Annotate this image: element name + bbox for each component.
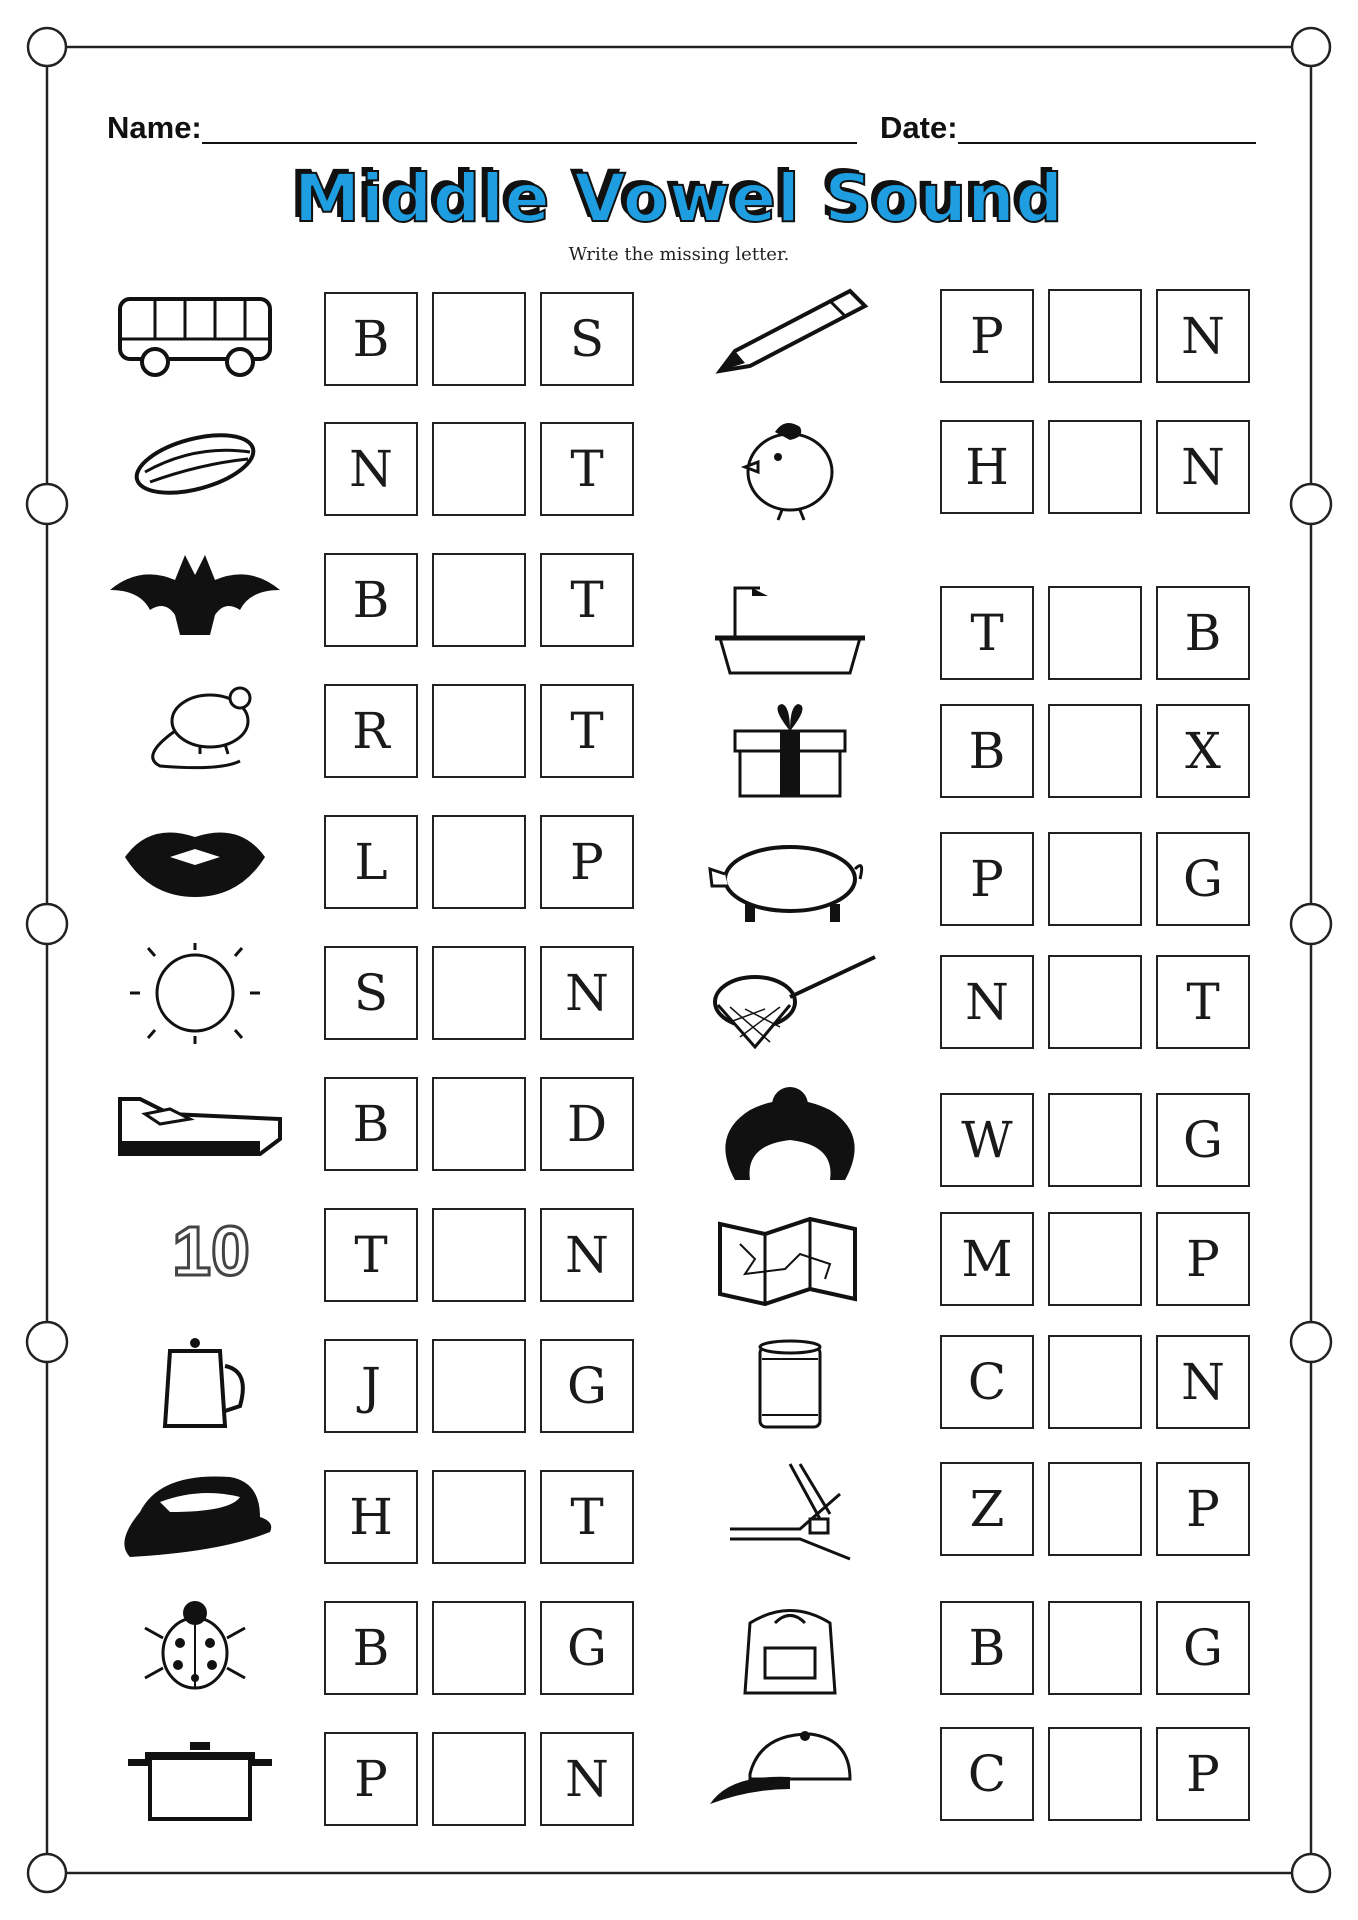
- can-icon: [690, 1327, 890, 1437]
- last-letter-box: N: [1156, 1335, 1250, 1429]
- last-letter-box: D: [540, 1077, 634, 1171]
- last-letter-box: X: [1156, 704, 1250, 798]
- first-letter-box: T: [940, 586, 1034, 680]
- bat-icon: [100, 545, 300, 655]
- first-letter-box: C: [940, 1335, 1034, 1429]
- first-letter-box: N: [940, 955, 1034, 1049]
- last-letter-box: T: [540, 553, 634, 647]
- first-letter-box: H: [940, 420, 1034, 514]
- missing-vowel-box[interactable]: [1048, 1093, 1142, 1187]
- missing-vowel-box[interactable]: [432, 1339, 526, 1433]
- last-letter-box: T: [540, 684, 634, 778]
- pig-icon: [690, 824, 890, 934]
- first-letter-box: B: [940, 1601, 1034, 1695]
- date-line[interactable]: [958, 142, 1256, 144]
- last-letter-box: N: [1156, 289, 1250, 383]
- svg-text:10: 10: [172, 1212, 250, 1290]
- missing-vowel-box[interactable]: [1048, 289, 1142, 383]
- hat-icon: [100, 1462, 300, 1572]
- missing-vowel-box[interactable]: [1048, 832, 1142, 926]
- rat-icon: [100, 676, 300, 786]
- last-letter-box: S: [540, 292, 634, 386]
- first-letter-box: H: [324, 1470, 418, 1564]
- first-letter-box: Z: [940, 1462, 1034, 1556]
- first-letter-box: W: [940, 1093, 1034, 1187]
- jug-icon: [100, 1331, 300, 1441]
- last-letter-box: N: [540, 1208, 634, 1302]
- first-letter-box: T: [324, 1208, 418, 1302]
- ten-icon: [100, 1200, 300, 1310]
- missing-vowel-box[interactable]: [1048, 586, 1142, 680]
- missing-vowel-box[interactable]: [1048, 1727, 1142, 1821]
- missing-vowel-box[interactable]: [432, 1077, 526, 1171]
- missing-vowel-box[interactable]: [1048, 1335, 1142, 1429]
- wig-icon: [690, 1085, 890, 1195]
- first-letter-box: C: [940, 1727, 1034, 1821]
- last-letter-box: N: [540, 1732, 634, 1826]
- last-letter-box: T: [540, 1470, 634, 1564]
- first-letter-box: P: [324, 1732, 418, 1826]
- cap-icon: [690, 1719, 890, 1829]
- missing-vowel-box[interactable]: [432, 1470, 526, 1564]
- missing-vowel-box[interactable]: [1048, 704, 1142, 798]
- last-letter-box: G: [1156, 1601, 1250, 1695]
- box-icon: [690, 696, 890, 806]
- missing-vowel-box[interactable]: [432, 553, 526, 647]
- first-letter-box: J: [324, 1339, 418, 1433]
- first-letter-box: L: [324, 815, 418, 909]
- missing-vowel-box[interactable]: [432, 292, 526, 386]
- tub-icon: [690, 578, 890, 688]
- missing-vowel-box[interactable]: [1048, 1212, 1142, 1306]
- bus-icon: [100, 284, 300, 394]
- last-letter-box: P: [1156, 1462, 1250, 1556]
- last-letter-box: G: [1156, 832, 1250, 926]
- missing-vowel-box[interactable]: [432, 684, 526, 778]
- missing-vowel-box[interactable]: [432, 1732, 526, 1826]
- sun-icon: [100, 938, 300, 1048]
- first-letter-box: B: [324, 1077, 418, 1171]
- name-label: Name:: [107, 110, 202, 145]
- last-letter-box: T: [1156, 955, 1250, 1049]
- first-letter-box: R: [324, 684, 418, 778]
- date-label: Date:: [880, 110, 958, 145]
- zip-icon: [690, 1454, 890, 1564]
- lips-icon: [100, 807, 300, 917]
- last-letter-box: P: [540, 815, 634, 909]
- missing-vowel-box[interactable]: [432, 422, 526, 516]
- pen-icon: [690, 281, 890, 391]
- worksheet-title: Middle Vowel Sound: [294, 160, 1064, 237]
- net-icon: [690, 947, 890, 1057]
- last-letter-box: P: [1156, 1212, 1250, 1306]
- first-letter-box: B: [324, 292, 418, 386]
- missing-vowel-box[interactable]: [1048, 420, 1142, 514]
- last-letter-box: G: [540, 1601, 634, 1695]
- first-letter-box: N: [324, 422, 418, 516]
- missing-vowel-box[interactable]: [1048, 1462, 1142, 1556]
- bag-icon: [690, 1593, 890, 1703]
- missing-vowel-box[interactable]: [1048, 955, 1142, 1049]
- missing-vowel-box[interactable]: [432, 1601, 526, 1695]
- last-letter-box: B: [1156, 586, 1250, 680]
- first-letter-box: B: [324, 553, 418, 647]
- first-letter-box: B: [324, 1601, 418, 1695]
- first-letter-box: B: [940, 704, 1034, 798]
- last-letter-box: N: [540, 946, 634, 1040]
- first-letter-box: P: [940, 289, 1034, 383]
- worksheet-subtitle: Write the missing letter.: [568, 244, 790, 265]
- pan-icon: [100, 1724, 300, 1834]
- missing-vowel-box[interactable]: [432, 815, 526, 909]
- first-letter-box: S: [324, 946, 418, 1040]
- bed-icon: [100, 1069, 300, 1179]
- name-line[interactable]: [202, 142, 857, 144]
- last-letter-box: G: [1156, 1093, 1250, 1187]
- first-letter-box: P: [940, 832, 1034, 926]
- last-letter-box: G: [540, 1339, 634, 1433]
- missing-vowel-box[interactable]: [432, 1208, 526, 1302]
- missing-vowel-box[interactable]: [1048, 1601, 1142, 1695]
- last-letter-box: N: [1156, 420, 1250, 514]
- last-letter-box: P: [1156, 1727, 1250, 1821]
- nut-icon: [100, 414, 300, 524]
- bug-icon: [100, 1593, 300, 1703]
- hen-icon: [690, 412, 890, 522]
- first-letter-box: M: [940, 1212, 1034, 1306]
- missing-vowel-box[interactable]: [432, 946, 526, 1040]
- map-icon: [690, 1204, 890, 1314]
- last-letter-box: T: [540, 422, 634, 516]
